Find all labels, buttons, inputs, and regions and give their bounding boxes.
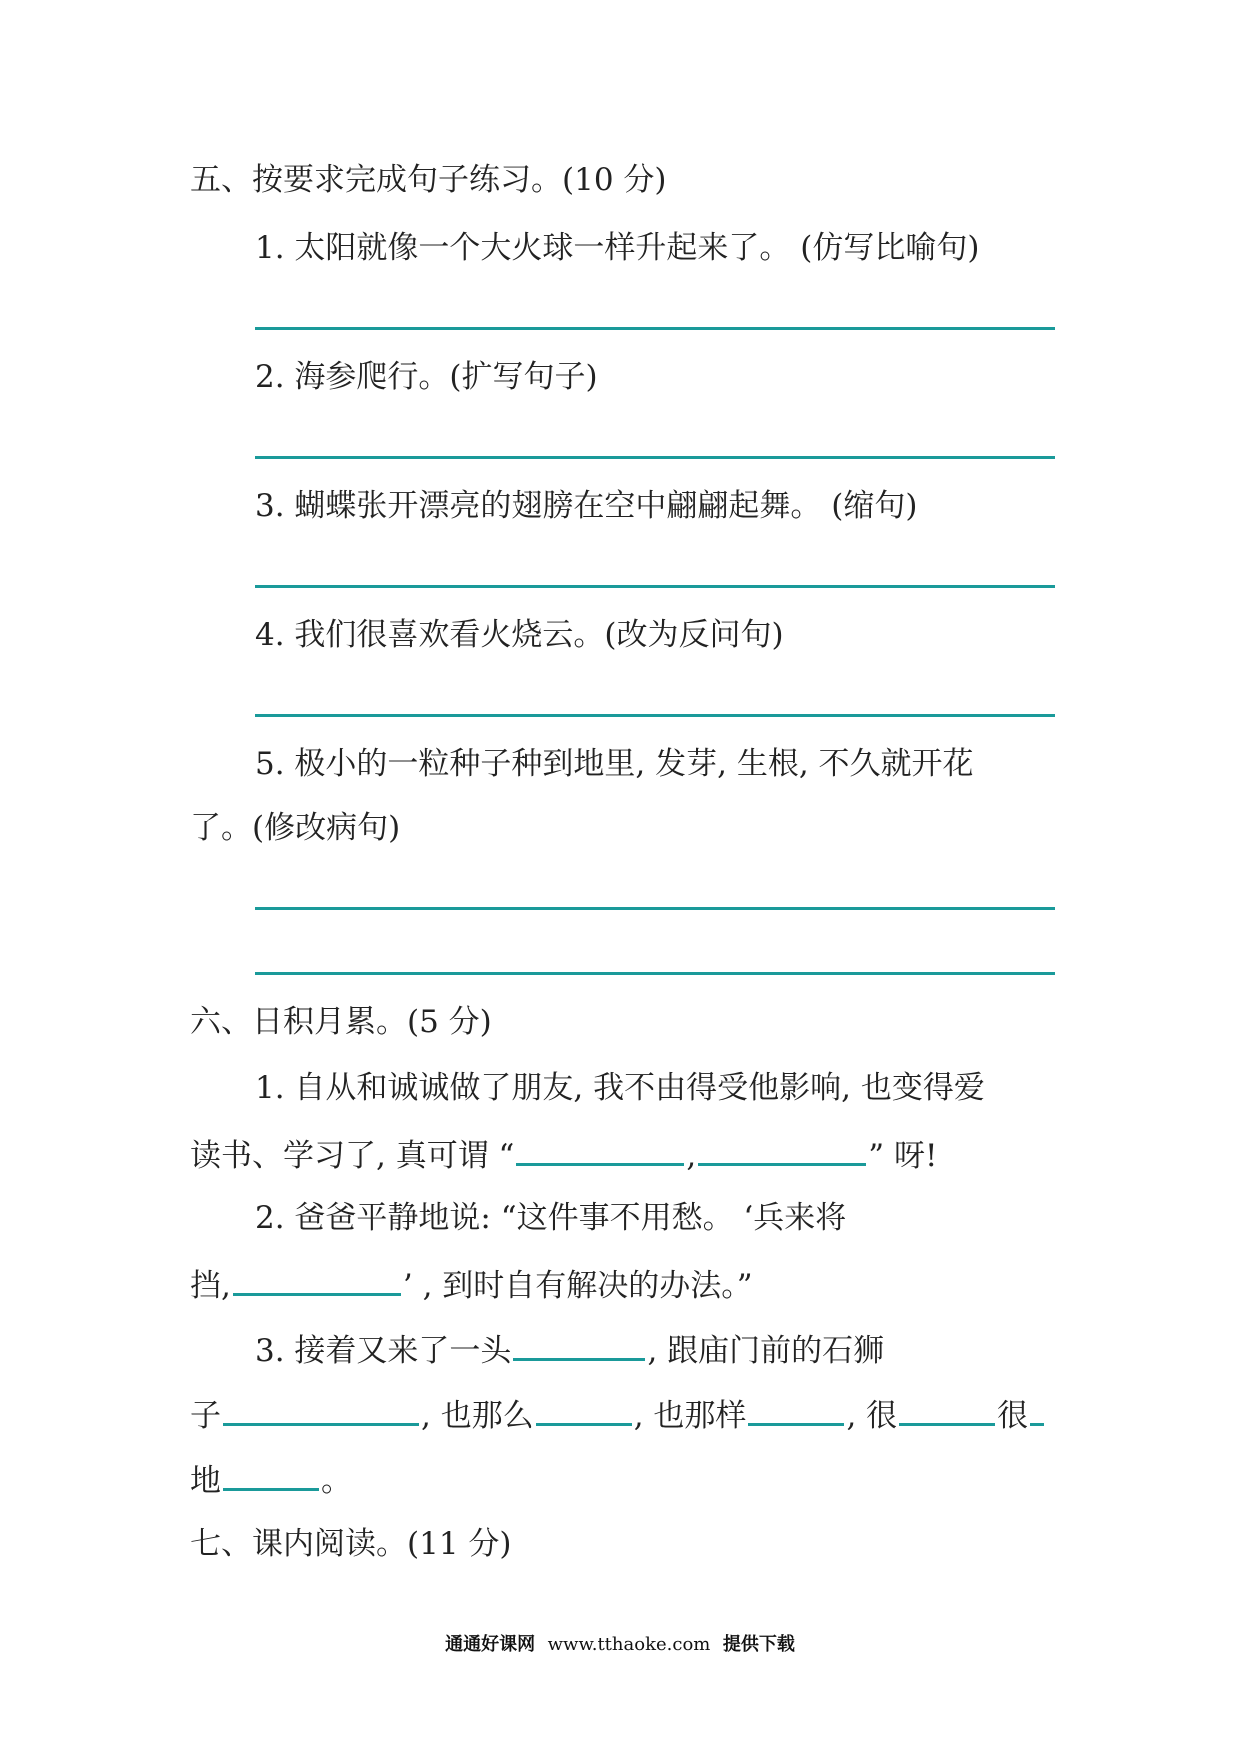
question-5-4: 4. 我们很喜欢看火烧云。(改为反问句) <box>255 617 784 653</box>
question-6-1-comma: , <box>686 1138 697 1174</box>
question-6-1-line1: 1. 自从和诚诚做了朋友, 我不由得受他影响, 也变得爱 <box>255 1070 985 1106</box>
question-6-3-line2 <box>190 1393 1046 1436</box>
answer-line-5-1[interactable] <box>255 327 1055 330</box>
answer-line-5-3[interactable] <box>255 585 1055 588</box>
question-5-3: 3. 蝴蝶张开漂亮的翅膀在空中翩翩起舞。 (缩句) <box>255 488 918 524</box>
fill-blank-6-2[interactable] <box>233 1263 401 1296</box>
question-6-2-text-b: ’ , 到时自有解决的办法。” <box>402 1268 753 1304</box>
section-5-heading: 五、按要求完成句子练习。(10 分) <box>190 162 667 198</box>
question-6-3-line1 <box>255 1328 884 1371</box>
page-footer <box>0 1630 1240 1656</box>
question-6-2-line2 <box>190 1263 753 1306</box>
answer-line-5-2[interactable] <box>255 456 1055 459</box>
question-5-5-line2: 了。(修改病句) <box>190 810 401 846</box>
question-6-3-text-c: 子 <box>190 1398 221 1434</box>
question-6-1-line2 <box>190 1133 937 1176</box>
question-6-3-text-h: 地 <box>190 1463 221 1499</box>
fill-blank-6-1b[interactable] <box>698 1133 866 1166</box>
answer-line-5-5b[interactable] <box>255 972 1055 975</box>
question-5-1: 1. 太阳就像一个大火球一样升起来了。 (仿写比喻句) <box>255 230 980 266</box>
section-6-heading: 六、日积月累。(5 分) <box>190 1004 492 1040</box>
question-6-3-text-b: , 跟庙门前的石狮 <box>647 1333 885 1369</box>
fill-blank-6-3f[interactable] <box>1030 1393 1044 1426</box>
question-5-5-line1: 5. 极小的一粒种子种到地里, 发芽, 生根, 不久就开花 <box>255 746 974 782</box>
footer-site-name: 通通好课网 <box>445 1634 536 1655</box>
question-6-3-text-d: , 也那么 <box>421 1398 534 1434</box>
question-6-1-text-a: 读书、学习了, 真可谓 “ <box>190 1138 515 1174</box>
question-6-3-text-i: 。 <box>321 1463 352 1499</box>
answer-line-5-5a[interactable] <box>255 907 1055 910</box>
question-6-3-text-f: , 很 <box>846 1398 898 1434</box>
question-5-2: 2. 海参爬行。(扩写句子) <box>255 359 598 395</box>
footer-suffix: 提供下载 <box>722 1634 795 1655</box>
question-6-3-text-e: , 也那样 <box>633 1398 747 1434</box>
fill-blank-6-1a[interactable] <box>516 1133 684 1166</box>
question-6-2-line1: 2. 爸爸平静地说: “这件事不用愁。 ‘兵来将 <box>255 1200 847 1236</box>
fill-blank-6-3c[interactable] <box>536 1393 632 1426</box>
fill-blank-6-3a[interactable] <box>513 1328 645 1361</box>
question-6-1-text-b: ” 呀! <box>868 1138 938 1174</box>
section-7-heading: 七、课内阅读。(11 分) <box>190 1526 512 1562</box>
question-6-3-text-g: 很 <box>997 1398 1029 1434</box>
question-6-3-line3 <box>190 1458 352 1501</box>
answer-line-5-4[interactable] <box>255 714 1055 717</box>
footer-url[interactable]: www.tthaoke.com <box>547 1634 711 1655</box>
fill-blank-6-3d[interactable] <box>748 1393 844 1426</box>
fill-blank-6-3e[interactable] <box>899 1393 995 1426</box>
fill-blank-6-3b[interactable] <box>223 1393 419 1426</box>
question-6-3-text-a: 3. 接着又来了一头 <box>255 1333 512 1369</box>
question-6-2-text-a: 挡, <box>190 1268 231 1304</box>
fill-blank-6-3g[interactable] <box>223 1458 319 1491</box>
